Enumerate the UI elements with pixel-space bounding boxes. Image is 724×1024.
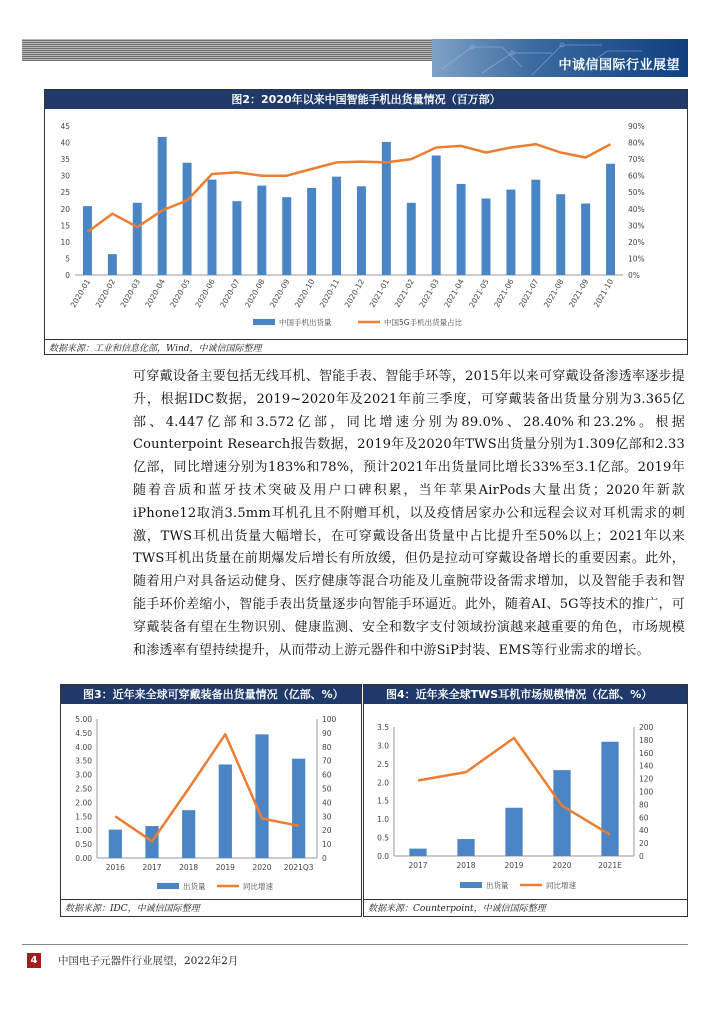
fig3-y-right-tick: 100 [322,715,337,724]
figure-4 [363,684,688,917]
figure-4-title: 图4：近年来全球TWS耳机市场规模情况（亿部、%） [364,685,687,704]
fig3-legend-bar-label: 出货量 [183,882,206,891]
fig4-y-right-tick: 80 [639,800,649,810]
fig4-bar [601,742,618,856]
fig3-bar [219,764,232,858]
fig2-bar [183,163,192,275]
fig2-y-left-tick: 45 [60,122,70,131]
fig2-y-left-tick: 20 [60,204,70,214]
figure-2-chart [45,110,687,340]
fig3-y-right-tick: 50 [322,784,332,794]
fig4-legend-bar-swatch [460,882,482,888]
fig2-x-tick: 2020-01 [68,277,93,310]
figure-3 [60,684,362,917]
fig4-bar [553,770,570,856]
fig2-y-right-tick: 30% [628,221,645,231]
fig2-bar [158,137,167,275]
fig3-y-right-tick: 60 [322,770,332,780]
fig3-y-left-tick: 3.00 [75,770,92,780]
footer-text: 中国电子元器件行业展望，2022年2月 [58,955,239,967]
fig2-bar [531,180,540,275]
fig2-bar [482,199,491,275]
fig4-y-right-tick: 40 [639,826,649,836]
fig2-y-left-tick: 0 [65,271,70,280]
figure-3-title: 图3：近年来全球可穿戴装备出货量情况（亿部、%） [61,685,361,704]
fig3-y-left-tick: 1.50 [75,812,92,822]
figure-4-chart [364,705,687,897]
fig2-y-right-tick: 50% [628,188,645,198]
fig2-bar [83,206,92,275]
fig3-x-tick: 2019 [215,863,235,872]
fig2-y-left-tick: 25 [60,188,70,198]
fig4-x-tick: 2017 [408,861,428,870]
fig4-y-left-tick: 3.0 [377,741,389,751]
fig2-y-left-tick: 35 [60,155,70,165]
fig2-y-left-tick: 5 [65,254,70,264]
fig2-x-tick: 2020-11 [317,277,342,310]
fig4-x-tick: 2020 [552,861,572,870]
fig2-x-tick: 2021-09 [566,277,591,310]
fig2-x-tick: 2021-02 [392,277,417,310]
fig2-bar [357,186,366,275]
fig2-bar [556,194,565,275]
fig2-bar [581,203,590,275]
fig3-y-left-tick: 3.50 [75,756,92,766]
fig2-x-tick: 2021-08 [541,277,566,310]
fig3-x-tick: 2018 [179,863,199,872]
fig3-y-left-tick: 1.00 [75,826,92,836]
fig2-y-right-tick: 90% [628,122,645,131]
body-paragraph: 可穿戴设备主要包括无线耳机、智能手表、智能手环等，2015年以来可穿戴设备渗透率逐步提升，根据IDC数据，2019~2020年及2021年前三季度，可穿戴装备出货量分别为3.365亿部、4.447亿部和3.572亿部，同比增速分别为89.0%、28.40%和23.2%。根据Counterpoint Research报告数据，2019年及2020年TWS出货量分别为1.309亿部和2.33亿部，同比增速分别为183%和78%，预计2021年出货量同比增长33%至3.1亿部。2019年随着音质和蓝牙技术突破及用户口碑积累，当年苹果AirPods大量出货；2020年新款iPhone12取消3.5mm耳机孔且不附赠耳机，以及疫情居家办公和远程会议对耳机需求的刺激，TWS耳机出货量大幅增长，在可穿戴设备出货量中占比提升至50%以上；2021年以来TWS耳机出货量在前期爆发后增长有所放缓，但仍是拉动可穿戴设备增长的重要因素。此外，随着用户对具备运动健身、医疗健康等混合功能及儿童腕带设备需求增加，以及智能手表和智能手环价差缩小，智能手表出货量逐步向智能手环逼近。此外，随着AI、5G等技术的推广，可穿戴装备有望在生物识别、健康监测、安全和数字支付领域扮演越来越重要的角色，市场规模和渗透率有望持续提升，从而带动上游元器件和中游SiP封装、EMS等行业需求的增长。 [133,369,685,658]
fig3-y-right-tick: 40 [322,798,332,808]
fig4-legend-bar-label: 出货量 [486,881,509,890]
fig4-x-tick: 2021E [598,861,622,870]
fig2-x-tick: 2021-10 [591,277,616,310]
fig3-bar [292,759,305,858]
fig2-y-right-tick: 10% [628,254,645,264]
fig3-y-right-tick: 90 [322,728,332,738]
fig2-y-left-tick: 15 [60,221,70,231]
fig4-y-right-tick: 200 [639,723,654,732]
figure-4-source: 数据来源：Counterpoint，中诚信国际整理 [368,904,546,914]
fig3-y-right-tick: 80 [322,742,332,752]
fig4-x-tick: 2019 [504,861,524,870]
fig3-x-tick: 2016 [105,863,125,872]
fig2-y-left-tick: 30 [60,171,70,181]
fig4-legend-line-label: 同比增速 [546,881,576,890]
fig2-x-tick: 2021-04 [442,277,466,310]
fig4-y-left-tick: 2.0 [377,778,389,788]
fig3-y-left-tick: 4.00 [75,742,92,752]
fig2-bar [232,201,241,275]
fig2-bar [257,186,266,275]
fig2-x-tick: 2020-04 [143,277,167,310]
fig2-x-tick: 2020-02 [93,277,118,310]
fig2-bar [282,197,291,275]
fig4-y-right-tick: 120 [639,774,654,784]
fig4-y-left-tick: 0.5 [377,833,389,843]
fig4-y-left-tick: 2.5 [377,759,389,769]
fig3-x-tick: 2017 [142,863,162,872]
fig2-y-right-tick: 80% [628,138,645,148]
fig4-y-left-tick: 1.0 [377,815,389,825]
fig4-bar [505,808,522,856]
figure-2-title: 图2：2020年以来中国智能手机出货量情况（百万部） [45,90,687,109]
fig4-y-left-tick: 0.0 [377,852,389,861]
fig2-x-tick: 2020-05 [168,277,192,310]
fig3-x-tick: 2020 [252,863,272,872]
fig2-bar [208,180,217,275]
fig2-bar [432,155,441,275]
fig3-bar [182,810,195,858]
fig2-x-tick: 2020-12 [342,277,367,310]
fig2-x-tick: 2021-07 [517,277,541,310]
fig3-bar [255,734,268,858]
fig4-y-right-tick: 160 [639,748,654,758]
fig3-y-left-tick: 0.50 [75,840,92,850]
fig3-legend-line-label: 同比增速 [243,882,273,891]
fig2-bar [407,203,416,275]
fig4-bar [409,849,426,856]
fig4-y-right-tick: 140 [639,761,654,771]
fig4-y-right-tick: 0 [639,852,644,861]
fig4-y-right-tick: 100 [639,787,654,797]
fig3-legend-bar-swatch [157,883,179,889]
fig2-x-tick: 2020-03 [118,277,143,310]
fig2-x-tick: 2021-03 [417,277,441,310]
fig2-x-tick: 2020-08 [243,277,267,310]
fig4-bar [457,839,474,856]
fig2-bar [332,177,341,275]
fig4-y-right-tick: 180 [639,735,654,745]
fig2-y-right-tick: 40% [628,204,645,214]
fig2-bar [606,164,615,275]
fig2-legend-bar-swatch [253,319,275,325]
fig2-y-right-tick: 0% [628,271,640,280]
figure-2 [44,89,688,355]
fig2-x-tick: 2021-06 [492,277,516,310]
fig3-y-left-tick: 2.50 [75,784,92,794]
header-title: 中诚信国际行业展望 [558,58,680,73]
fig2-legend-line-label: 中国5G手机出货量占比 [384,318,463,327]
figure-3-source: 数据来源：IDC，中诚信国际整理 [65,904,200,914]
fig3-y-right-tick: 20 [322,826,332,836]
fig3-y-left-tick: 4.50 [75,728,92,738]
fig2-x-tick: 2020-09 [267,277,292,310]
fig4-y-right-tick: 60 [639,813,649,823]
fig2-bar [506,190,515,275]
fig3-bar [109,830,122,858]
fig3-y-left-tick: 5.00 [75,715,92,724]
fig4-x-tick: 2018 [456,861,476,870]
fig2-y-right-tick: 70% [628,155,645,165]
fig3-y-left-tick: 2.00 [75,798,92,808]
fig2-bar [307,188,316,275]
fig2-bar [133,203,142,275]
fig3-y-right-tick: 10 [322,840,332,850]
fig3-y-left-tick: 0.00 [75,854,92,863]
fig2-y-left-tick: 10 [60,237,70,247]
page-number: 4 [27,953,41,968]
figure-2-source: 数据来源：工业和信息化部，Wind，中诚信国际整理 [49,344,262,354]
fig2-y-right-tick: 20% [628,237,645,247]
fig3-y-right-tick: 0 [322,854,327,863]
fig3-y-right-tick: 30 [322,812,332,822]
fig4-y-right-tick: 20 [639,839,649,849]
fig3-line-series [115,734,298,841]
fig2-y-right-tick: 60% [628,171,645,181]
fig4-y-left-tick: 3.5 [377,723,389,732]
fig2-bar [108,254,117,275]
fig2-x-tick: 2021-01 [367,277,392,310]
fig3-y-right-tick: 70 [322,756,332,766]
fig4-y-left-tick: 1.5 [377,796,389,806]
figure-3-chart [61,705,361,897]
fig2-y-left-tick: 40 [60,138,70,148]
fig2-x-tick: 2020-10 [292,277,317,310]
fig2-x-tick: 2020-06 [193,277,217,310]
header-banner [432,39,688,77]
fig2-legend-bar-label: 中国手机出货量 [279,318,332,327]
footer-divider [22,944,688,945]
fig2-bar [457,184,466,275]
fig2-x-tick: 2020-07 [218,277,242,310]
fig2-x-tick: 2021-05 [467,277,491,310]
fig3-x-tick: 2021Q3 [283,863,314,872]
